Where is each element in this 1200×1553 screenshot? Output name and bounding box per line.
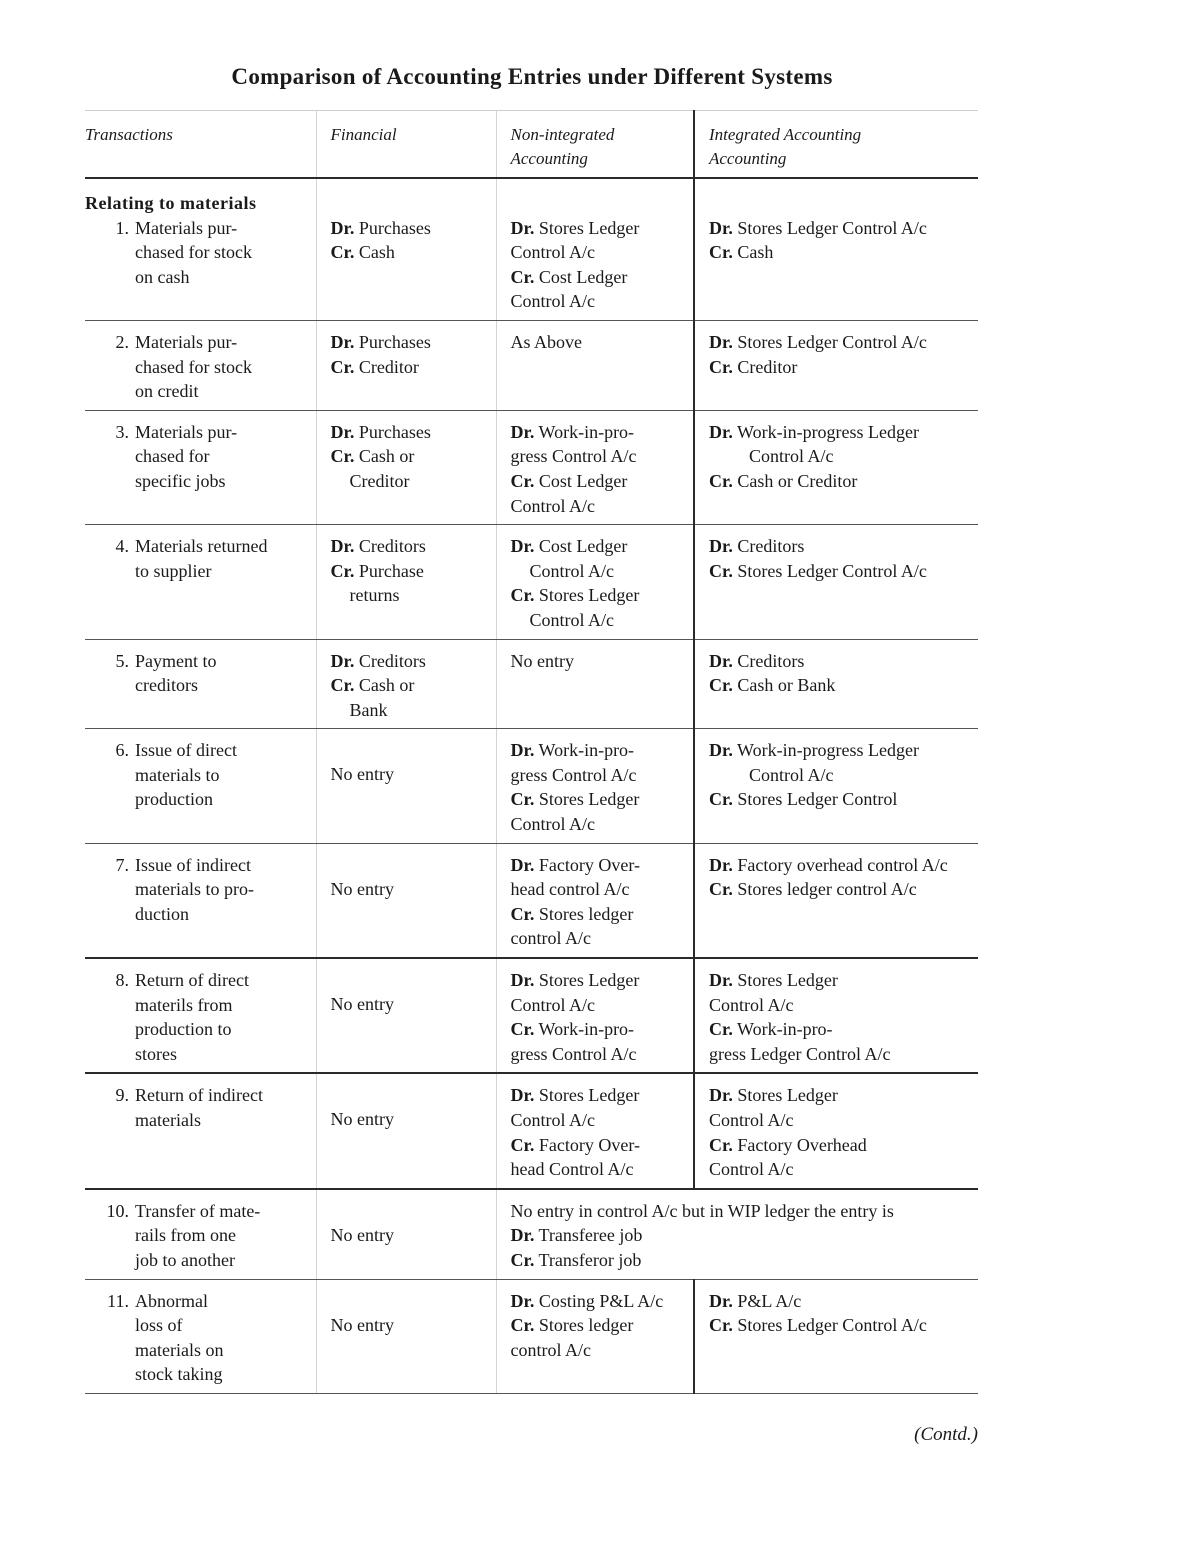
integrated-cell: Dr. Factory overhead control A/c Cr. Stores ledger control A/c (694, 843, 978, 958)
transaction-cell: 11. Abnormal loss of materials on stock taking (85, 1279, 316, 1393)
table-row (85, 525, 978, 639)
transaction-cell: 8. Return of direct materils from production to stores (85, 958, 316, 1073)
transaction-cell: 2. Materials pur- chased for stock on credit (85, 320, 316, 410)
header-non-integrated: Non-integrated Accounting (496, 111, 694, 179)
table-header-row (85, 111, 978, 179)
non-integrated-cell: Dr. Work-in-pro- gress Control A/c Cr. Stores Ledger Control A/c (496, 729, 694, 843)
table-row (85, 1279, 978, 1393)
table-row (85, 843, 978, 958)
financial-cell: No entry (316, 843, 496, 958)
integrated-cell: Dr. Creditors Cr. Stores Ledger Control A/c (694, 525, 978, 639)
financial-cell: Dr. Creditors Cr. Purchase returns (316, 525, 496, 639)
integrated-cell: Dr. Work-in-progress Ledger Control A/c Cr. Stores Ledger Control (694, 729, 978, 843)
transaction-cell: 6. Issue of direct materials to production (85, 729, 316, 843)
header-integrated: Integrated Accounting Accounting (694, 111, 978, 179)
non-integrated-cell: Dr. Stores Ledger Control A/c Cr. Cost Ledger Control A/c (496, 178, 694, 320)
non-integrated-cell: Dr. Stores Ledger Control A/c Cr. Factory Over- head Control A/c (496, 1073, 694, 1188)
transaction-cell: 10. Transfer of mate- rails from one job to another (85, 1189, 316, 1279)
table-row (85, 729, 978, 843)
financial-cell: No entry (316, 729, 496, 843)
table-row (85, 958, 978, 1073)
non-integrated-cell: Dr. Stores Ledger Control A/c Cr. Work-in-pro- gress Control A/c (496, 958, 694, 1073)
integrated-cell: Dr. Stores Ledger Control A/c Cr. Creditor (694, 320, 978, 410)
non-integrated-cell: Dr. Cost Ledger Control A/c Cr. Stores Ledger Control A/c (496, 525, 694, 639)
non-integrated-cell: As Above (496, 320, 694, 410)
merged-entry-cell: No entry in control A/c but in WIP ledger the entry is Dr. Transferee job Cr. Transferor job (496, 1189, 978, 1279)
financial-cell: Dr. Purchases Cr. Cash (316, 178, 496, 320)
financial-cell: No entry (316, 1073, 496, 1188)
financial-cell: No entry (316, 958, 496, 1073)
financial-cell: Dr. Purchases Cr. Creditor (316, 320, 496, 410)
integrated-cell: Dr. Stores Ledger Control A/c Cr. Factory Overhead Control A/c (694, 1073, 978, 1188)
integrated-cell: Dr. Stores Ledger Control A/c Cr. Work-in-pro- gress Ledger Control A/c (694, 958, 978, 1073)
transaction-cell: 4. Materials returned to supplier (85, 525, 316, 639)
non-integrated-cell: No entry (496, 639, 694, 729)
table-row (85, 639, 978, 729)
financial-cell: No entry (316, 1189, 496, 1279)
page-title: Comparison of Accounting Entries under Different Systems (231, 64, 833, 89)
non-integrated-cell: Dr. Factory Over- head control A/c Cr. Stores ledger control A/c (496, 843, 694, 958)
table-row (85, 1189, 978, 1279)
header-financial: Financial (316, 111, 496, 179)
integrated-cell: Dr. Work-in-progress Ledger Control A/c Cr. Cash or Creditor (694, 410, 978, 524)
financial-cell: No entry (316, 1279, 496, 1393)
accounting-entries-table (85, 110, 978, 1394)
integrated-cell: Dr. P&L A/c Cr. Stores Ledger Control A/c (694, 1279, 978, 1393)
header-transactions: Transactions (85, 111, 316, 179)
transaction-cell: 9. Return of indirect materials (85, 1073, 316, 1188)
table-row (85, 410, 978, 524)
continued-note: (Contd.) (914, 1424, 978, 1445)
financial-cell: Dr. Creditors Cr. Cash or Bank (316, 639, 496, 729)
table-row (85, 178, 978, 320)
section-heading: Relating to materials (85, 193, 257, 213)
table-row (85, 1073, 978, 1188)
table-row (85, 320, 978, 410)
transaction-cell: Relating to materials 1. Materials pur- chased for stock on cash (85, 178, 316, 320)
integrated-cell: Dr. Creditors Cr. Cash or Bank (694, 639, 978, 729)
transaction-cell: 7. Issue of indirect materials to pro- duction (85, 843, 316, 958)
non-integrated-cell: Dr. Work-in-pro- gress Control A/c Cr. Cost Ledger Control A/c (496, 410, 694, 524)
transaction-cell: 3. Materials pur- chased for specific jobs (85, 410, 316, 524)
financial-cell: Dr. Purchases Cr. Cash or Creditor (316, 410, 496, 524)
integrated-cell: Dr. Stores Ledger Control A/c Cr. Cash (694, 178, 978, 320)
transaction-cell: 5. Payment to creditors (85, 639, 316, 729)
non-integrated-cell: Dr. Costing P&L A/c Cr. Stores ledger control A/c (496, 1279, 694, 1393)
